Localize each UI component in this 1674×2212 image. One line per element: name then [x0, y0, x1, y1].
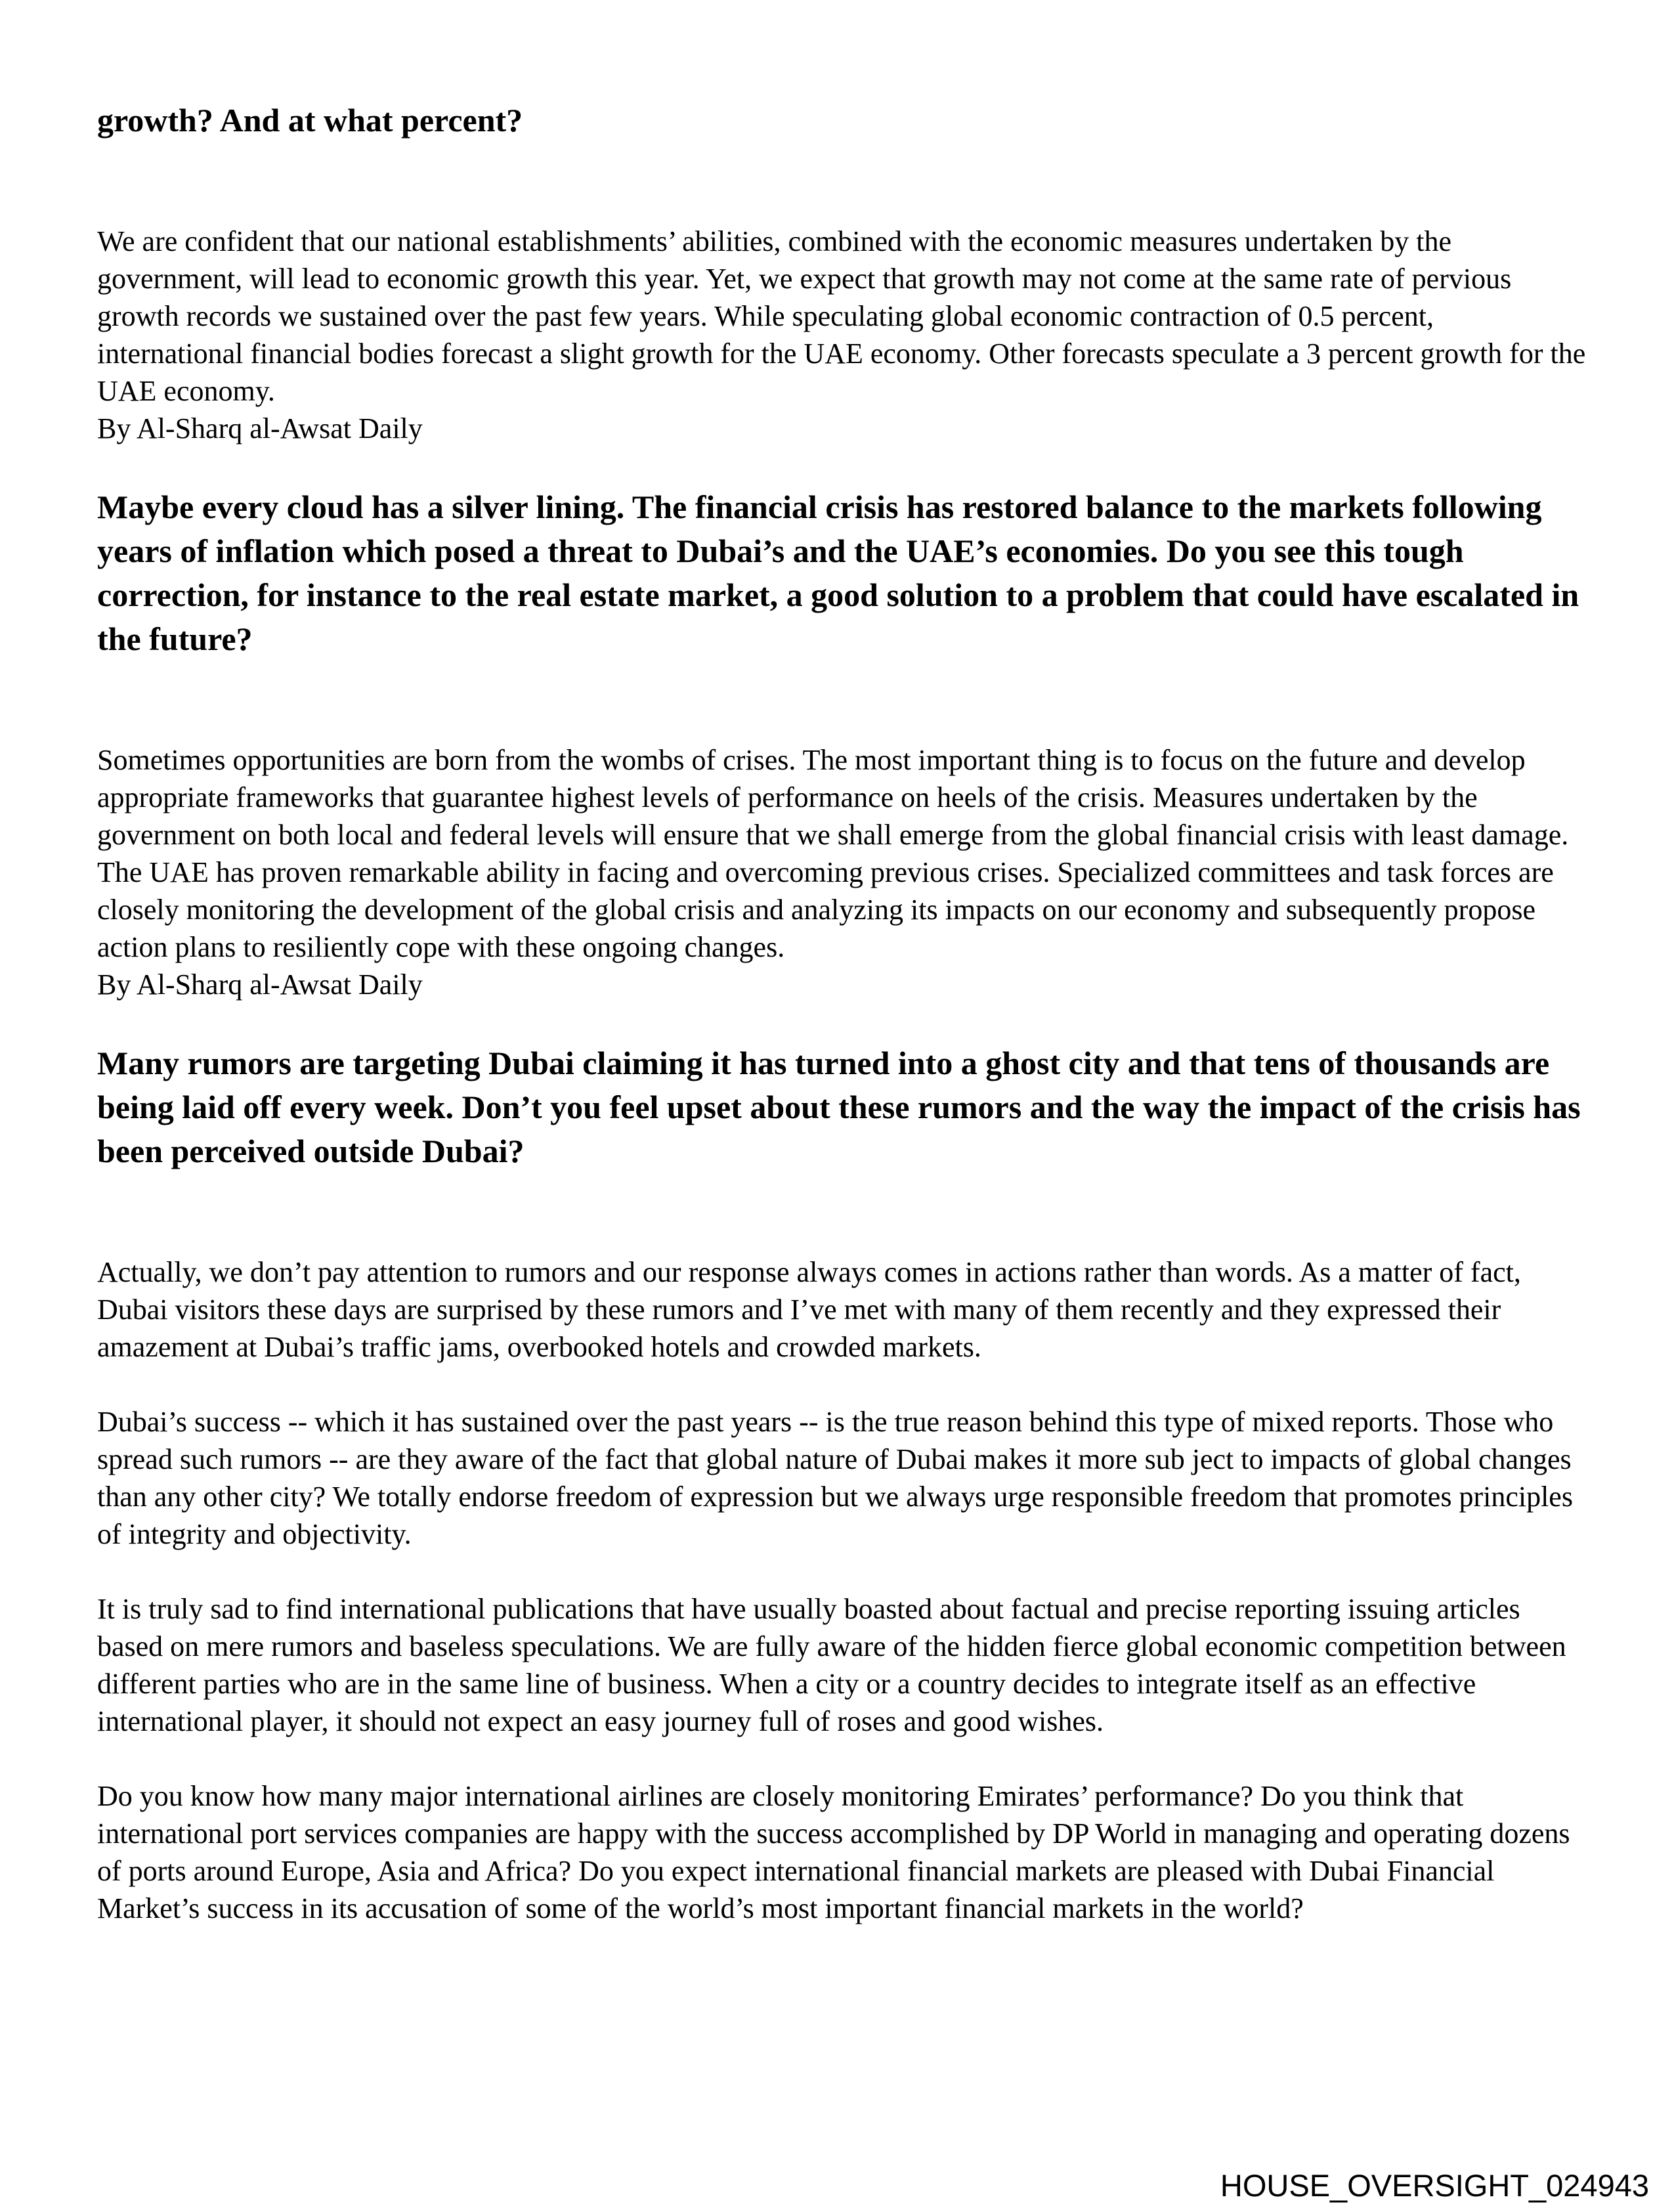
- question-heading-partial: growth? And at what percent?: [97, 102, 523, 139]
- answer-block-1: [97, 223, 1586, 447]
- answer-paragraph: Dubai’s success -- which it has sustained over the past years -- is the true reason behind this type of mixed reports. Those who spread such rumors -- are they aware of the fact that global nature of Dubai makes it more sub ject to impacts of global changes than any other city? We totally endorse freedom of expression but we always urge responsible freedom that promotes principles of integrity and objectivity.: [97, 1406, 1573, 1550]
- question-heading: Maybe every cloud has a silver lining. The financial crisis has restored balance to the markets following years of inflation which posed a threat to Dubai’s and the UAE’s economies. Do you see this tough correction, for instance to the real estate market, a good solution to a problem that could have escalated in the future?: [97, 488, 1579, 657]
- answer-paragraph: Sometimes opportunities are born from the wombs of crises. The most important thing is to focus on the future and develop appropriate frameworks that guarantee highest levels of performance on heels of the crisis. Measures undertaken by the government on both local and federal levels will ensure that we shall emerge from the global financial crisis with least damage. The UAE has proven remarkable ability in facing and overcoming previous crises. Specialized committees and task forces are closely monitoring the development of the global crisis and analyzing its impacts on our economy and subsequently propose action plans to resiliently cope with these ongoing changes.: [97, 744, 1569, 963]
- answer-block-3: [97, 1253, 1586, 1927]
- document-content: [97, 98, 1586, 1927]
- question-heading: Many rumors are targeting Dubai claiming it has turned into a ghost city and that tens of thousands are being laid off every week. Don’t you feel upset about these rumors and the way the impact of the crisis has been perceived outside Dubai?: [97, 1045, 1581, 1169]
- source-byline: By Al-Sharq al-Awsat Daily: [97, 968, 423, 1001]
- answer-block-2: [97, 741, 1586, 1003]
- source-byline: By Al-Sharq al-Awsat Daily: [97, 412, 423, 445]
- answer-paragraph: It is truly sad to find international publications that have usually boasted about factual and precise reporting issuing articles based on mere rumors and baseless speculations. We are fully aware of the hidden fierce global economic competition between different parties who are in the same line of business. When a city or a country decides to integrate itself as an effective international player, it should not expect an easy journey full of roses and good wishes.: [97, 1593, 1566, 1737]
- answer-paragraph: We are confident that our national establishments’ abilities, combined with the economic measures undertaken by the government, will lead to economic growth this year. Yet, we expect that growth may not come at the same rate of pervious growth records we sustained over the past few years. While speculating global economic contraction of 0.5 percent, international financial bodies forecast a slight growth for the UAE economy. Other forecasts speculate a 3 percent growth for the UAE economy.: [97, 225, 1586, 407]
- bates-number: HOUSE_OVERSIGHT_024943: [1220, 2168, 1649, 2203]
- answer-paragraph: Actually, we don’t pay attention to rumors and our response always comes in actions rather than words. As a matter of fact, Dubai visitors these days are surprised by these rumors and I’ve met with many of them recently and they expressed their amazement at Dubai’s traffic jams, overbooked hotels and crowded markets.: [97, 1256, 1521, 1363]
- answer-paragraph: Do you know how many major international airlines are closely monitoring Emirates’ performance? Do you think that international port services companies are happy with the success accomplished by DP World in managing and operating dozens of ports around Europe, Asia and Africa? Do you expect international financial markets are pleased with Dubai Financial Market’s success in its accusation of some of the world’s most important financial markets in the world?: [97, 1780, 1570, 1924]
